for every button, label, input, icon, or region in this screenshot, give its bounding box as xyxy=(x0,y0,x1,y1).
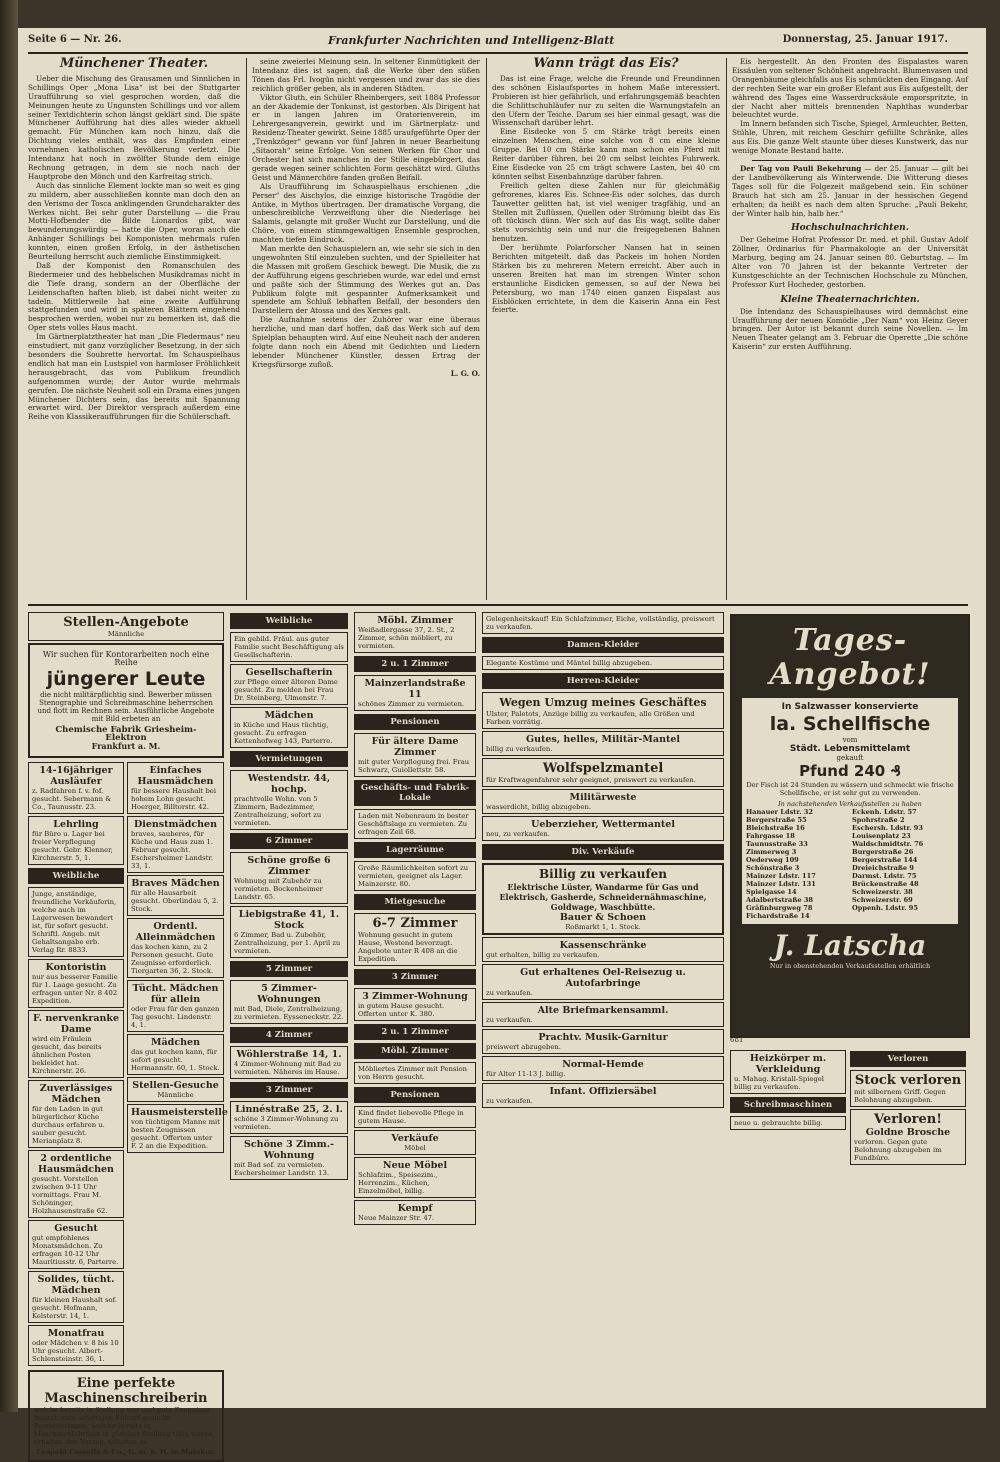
ad-text: preiswert abzugeben. xyxy=(486,1043,561,1051)
paragraph: Die Aufnahme seitens der Zuhörer war eine überaus herzliche, und man darf hoffen, daß das Werk sich auf dem Spielplan behaupten wird. Auf eine Neuheit nach der anderen folgte dann noch ein Abend mit Gedichten und Liedern lebender Münchener Künstler, dessen Ertrag der Kriegsfürsorge zufloß. xyxy=(252,315,480,369)
ad-title: Gesucht xyxy=(54,1223,98,1234)
classified-ad xyxy=(354,988,476,1021)
ad-headline: jüngerer Leute xyxy=(46,668,206,690)
ad-title: Ueberzieher, Wettermantel xyxy=(531,819,675,830)
ad-text: Schlafzim., Speisezim., Herrenzim., Küchen, Einzelmöbel, billig. xyxy=(358,1171,438,1195)
branch-address: Bergerstraße 55 xyxy=(746,816,807,824)
paragraph: Freilich gelten diese Zahlen nur für gleichmäßig gefrorenes, klares Eis. Schnee-Eis oder solches, das durch Tauwetter gelitten hat, ist viel weniger tragfähig, und an Stellen mit Zuflüssen, Quellen oder Strömung bleibt das Eis oft tückisch dünn. Wer sich auf das Eis wagt, sollte daher stets vorsichtig sein und nur die freigegebenen Bahnen benutzen. xyxy=(492,180,720,244)
paragraph: Viktor Gluth, ein Schüler Rheinbergers, seit 1884 Professor an der Akademie der Tonkunst, ist gestorben. Als Dirigent hat er in langen Jahren im Oratorienverein, im Lehrergesangverein, gewirkt und im Gärtnerplatz- und Residenz-Theater gewirkt. Seine 1885 uraufgeführte Oper der „Trenkzöger“ gewann vor fünf Jahren in neuer Bearbeitung „Sitaorah“ seine Erfolge. Von seinen Werken für Chor und Orchester hat sich manches in der Stille eingebürgert, das gerade wegen seiner schlichten Form geschätzt wird. Gluths Geist und Männerchöre fanden großen Beifall. xyxy=(252,92,480,182)
ad-title: 5 Zimmer-Wohnungen xyxy=(257,983,321,1005)
header-rule xyxy=(28,52,968,54)
ad-text: prachtvolle Wohn. von 5 Zimmern, Badezimmer, Zentralheizung, sofort zu vermieten. xyxy=(234,795,322,827)
ad-title: Kempf xyxy=(397,1203,433,1214)
classified-ad xyxy=(28,762,124,814)
section-banner: Verloren xyxy=(850,1051,966,1067)
ad-text: für bessere Haushalt bei hohem Lohn gesucht. Hoerger, Billtorstr. 42. xyxy=(131,787,216,811)
classified-ad xyxy=(127,1104,228,1153)
ad-title: Alte Briefmarkensamml. xyxy=(537,1005,669,1016)
ad-brand-note: Nur in obenstehenden Verkaufsstellen erhältlich xyxy=(769,962,931,970)
classified-ad xyxy=(482,692,724,729)
issue-date: Donnerstag, 25. Januar 1917. xyxy=(782,34,948,45)
classified-ad xyxy=(482,1029,724,1054)
ad-branches-title: In nachstehenden Verkaufsstellen zu haben xyxy=(778,800,922,808)
ad-text: Wohnung mit Zubehör zu vermieten. Bockenheimer Landstr. 65. xyxy=(234,877,323,901)
classified-ad xyxy=(354,809,476,839)
classified-ad xyxy=(28,1220,124,1269)
ad-text: neue u. gebrauchte billig. xyxy=(734,1119,823,1127)
classified-ad xyxy=(127,762,224,814)
section-title: Verkäufe xyxy=(391,1133,439,1144)
ad-brand: J. Latscha xyxy=(773,929,927,962)
ad-title: Solides, tücht. Mädchen xyxy=(37,1274,115,1296)
ad-title: Gutes, helles, Militär-Mantel xyxy=(525,734,681,745)
classified-ad xyxy=(482,937,724,962)
ad-text: wird ein Fräulein gesucht, das bereits ähnlichen Posten bekleidet hat. Kirchnerstr. 26. xyxy=(32,1035,102,1075)
classified-ad xyxy=(354,612,476,653)
news-title: Der Tag von Pauli Bekehrung xyxy=(740,163,862,173)
ad-text: zu verkaufen. xyxy=(486,1097,533,1105)
ad-text: für den Laden in gut bürgerlicher Küche durchaus erfahren u. sauber gesucht. Merianplatz 8. xyxy=(32,1105,105,1145)
paragraph: Man merkte den Schauspielern an, wie sehr sie sich in den ungewohnten Stil einzuleben suchten, und der Spielleiter hat die Massen mit großem Geschick bewegt. Die Musik, die zu der Aufführung eigens geschrieben wurde, war edel und ernst und paßte sich der Stimmung des Werkes gut an. Das Publikum folgte mit gespannter Aufmerksamkeit und spendete am Schluß lebhaften Beifall, der besonders den Darstellern der Atossa und des Xerxes galt. xyxy=(252,244,480,316)
ad-title: Infant. Offiziersäbel xyxy=(549,1086,657,1097)
ad-title: Ordentl. Alleinmädchen xyxy=(135,921,216,943)
section-banner: Vermietungen xyxy=(230,751,348,767)
ad-text: schönes Zimmer zu vermieten. xyxy=(358,700,465,708)
divider xyxy=(752,160,948,161)
ad-text: mit Bad sof. zu vermieten. Eschersheimer Landstr. 13. xyxy=(234,1161,329,1177)
ad-title: Verloren! xyxy=(874,1112,942,1127)
ad-headline: Eine perfekte Maschinenschreiberin xyxy=(44,1376,208,1406)
column-rule xyxy=(486,58,487,600)
news-text: Der Geheime Hofrat Professor Dr. med. et phil. Gustav Adolf Zöllner, Ordinarius für Pharmakologie an der Universität Marburg, beging am 24. Januar seinen 80. Geburtstag. — Im Alter von 70 Jahren ist der bekannte Vertreter der Kunstgeschichte an der Technischen Hochschule zu München, Professor Kurt Hocheder, gestorben. xyxy=(732,235,968,289)
ad-text: neu, zu verkaufen. xyxy=(486,830,550,838)
ad-text: 6 Zimmer, Bad u. Zubehör, Zentralheizung, per 1. April zu vermieten. xyxy=(234,931,341,955)
classified-ad xyxy=(482,789,724,814)
classified-ad xyxy=(28,887,124,957)
branch-address: Gräfinburgweg 78 xyxy=(746,904,813,912)
classified-ad xyxy=(230,632,348,662)
ad-title: Billig zu verkaufen xyxy=(539,867,667,881)
classified-ad xyxy=(354,861,476,891)
ad-text: in gutem Hause gesucht. Offerten unter K. 380. xyxy=(358,1002,445,1018)
ad-griesheim xyxy=(28,643,224,758)
paragraph: Daß der Komponist den Romanschulen des Biedermeier und des hebbelschen Musikdramas nicht in die Tiefe drang, sondern an der Oberfläche der Leidenschaften haften blieb, ist dabei nicht weiter zu tadeln. Mittlerweile hat eine zweite Aufführung stattgefunden und wird in späteren Blättern eingehend besprochen werden, wobei nur zu bemerken ist, daß die Oper stets volles Haus macht. xyxy=(28,260,240,333)
classified-ad xyxy=(354,1157,476,1198)
ad-text: welche bereits in Stellung war und gute Zeugnisse besitzt, zum sofortigen Eintritt gesucht. Bewerberinnen, welche bereits in Maschinenfabriken in gleicher Stellung tätig waren, erhalten den Vorzug. Offerten an xyxy=(34,1406,215,1446)
ad-number: 681 xyxy=(730,1036,744,1044)
section-title: Hochschulnachrichten. xyxy=(791,223,909,234)
classified-ad xyxy=(127,980,224,1032)
ads-top-rule xyxy=(28,604,968,606)
paragraph: Der berühmte Polarforscher Nansen hat in seinen Berichten mitgeteilt, daß das Packeis im hohen Norden Stärken bis zu mehreren Metern erreicht. Aber auch in unseren Breiten hat man im strengen Winter schon erstaunliche Eisdicken gemessen, so auf der Newa bei Petersburg, wo man 1740 einen ganzen Eispalast aus Eisblöcken errichtete, in dem die Kaiserin Anna ein Fest feierte. xyxy=(492,243,720,315)
article-munich-theater xyxy=(28,58,240,600)
article-title: Wann trägt das Eis? xyxy=(533,56,679,71)
ad-title: Normal-Hemde xyxy=(562,1059,644,1070)
ad-title: Mainzerlandstraße 11 xyxy=(364,678,466,700)
section-banner: Div. Verkäufe xyxy=(482,844,724,860)
article-misc-news xyxy=(732,58,968,600)
ad-text: schöne 3 Zimmer-Wohnung zu vermieten. xyxy=(234,1115,339,1131)
branch-address: Adalbertstraße 38 xyxy=(746,896,814,904)
classified-ad xyxy=(850,1109,966,1165)
ad-text: z. Radfahren f. v. fof. gesucht. Sebermann & Co., Taunusstr. 23. xyxy=(32,787,112,811)
classified-ad xyxy=(482,731,724,756)
section-banner: 2 u. 1 Zimmer xyxy=(354,1024,476,1040)
classified-ad xyxy=(230,1136,348,1180)
ad-text: von tüchtigem Manne mit besten Zeugnissen gesucht. Offerten unter F. 2 an die Expedition. xyxy=(131,1118,220,1150)
ad-title: Wolfspelzmantel xyxy=(542,761,664,776)
ad-text: Kind findet liebevolle Pflege in gutem Hause. xyxy=(358,1109,464,1125)
ad-text: Junge, anständige, freundliche Verkäuferin, welche auch im Lagerwesen bewandert ist, für sofort gesucht. Schriftl. Angeb. mit Gehaltsangabe erb. Verlag Rr. 8833. xyxy=(32,890,117,954)
ad-price: Pfund 240 ₰ xyxy=(799,762,901,780)
ad-body: die nicht militärpflichtig sind. Bewerber müssen Stenographie und Schreibmaschine beherrschen und flott im Rechnen sein. Ausführliche Angebote mit Bild erbeten an xyxy=(37,691,215,723)
ads-column-rooms xyxy=(354,610,476,1402)
section-banner: Pensionen xyxy=(354,1087,476,1103)
ad-title: Braves Mädchen xyxy=(131,878,220,889)
ad-text: für alle Hausarbeit gesucht. Oberlindau 5, 2. Stock. xyxy=(131,889,219,913)
ad-title: Lehrling xyxy=(53,819,99,830)
branch-address: Darmst. Ldstr. 75 xyxy=(852,872,917,880)
page-header xyxy=(28,32,948,52)
ad-title: Militärweste xyxy=(569,792,637,803)
paragraph: seine zweierlei Meinung sein. In seltener Einmütigkeit der Intendanz dies ist sagen, daß die Werke über den süßen Tönen das Frl. Ivogün nicht vergessen und zwar das sie dies reichlich größer geben, als in anderen Städten. xyxy=(252,57,480,93)
classified-ad xyxy=(354,1200,476,1225)
ad-cassella xyxy=(28,1370,224,1462)
classified-ad xyxy=(28,816,124,865)
classified-ad xyxy=(28,1150,124,1218)
branch-address: Mainzer Ldstr. 117 xyxy=(746,872,816,880)
ad-line: vom xyxy=(842,736,858,744)
ad-title: F. nervenkranke Dame xyxy=(32,1013,120,1035)
ad-text: zu verkaufen. xyxy=(486,989,533,997)
ad-company: Bauer & Schoen xyxy=(559,912,647,923)
ads-column-sales xyxy=(482,610,724,1402)
section-title: Kleine Theaternachrichten. xyxy=(780,294,920,305)
ad-title: Goldne Brosche xyxy=(865,1127,951,1138)
classified-ad xyxy=(230,664,348,705)
ad-title: Zuverlässiges Mädchen xyxy=(39,1083,113,1105)
branch-address: Bergerstraße 144 xyxy=(852,856,918,864)
section-banner: Möbl. Zimmer xyxy=(354,1043,476,1059)
ad-text: in Küche und Haus tüchtig, gesucht. Zu erfragen Kettenhofweg 143, Parterre. xyxy=(234,721,333,745)
ad-title: Tücht. Mädchen für allein xyxy=(132,983,219,1005)
ads-column-lost xyxy=(850,1048,966,1402)
ad-title: Gut erhaltenes Oel-Reisezug u. Autofarbringe xyxy=(520,967,686,989)
ad-title: Einfaches Hausmädchen xyxy=(137,765,214,787)
ad-company: Leopold Cassella & Co., G. m. b. H. in Mainkur. xyxy=(36,1448,216,1456)
ad-text: das kochen kann, zu 2 Personen gesucht. Gute Zeugnisse erforderlich. Tiergarten 36, 2. Stock. xyxy=(131,943,214,975)
ad-text: Wohnung gesucht in gutem Hause, Westend bevorzugt. Angebote unter R 408 an die Expedition. xyxy=(358,931,458,963)
article-continuation xyxy=(252,58,480,600)
ad-line: In Salzwasser konservierte xyxy=(781,702,919,712)
branch-address: Mainzer Ldstr. 131 xyxy=(746,880,816,888)
classified-ad xyxy=(230,852,348,904)
section-header xyxy=(354,1130,476,1155)
ad-title: Heizkörper m. Verkleidung xyxy=(749,1053,827,1075)
section-banner: Herren-Kleider xyxy=(482,673,724,689)
classified-ad xyxy=(230,906,348,958)
classified-ad xyxy=(28,1271,124,1323)
section-header xyxy=(28,612,224,641)
ad-text: Neue Mainzer Str. 47. xyxy=(358,1214,435,1222)
ad-title: Mädchen xyxy=(151,1037,200,1048)
branch-address xyxy=(852,912,954,920)
branch-address: Louisenplatz 23 xyxy=(852,832,911,840)
classified-ad xyxy=(482,1002,724,1027)
section-banner: Mietgesuche xyxy=(354,894,476,910)
classified-ad xyxy=(127,1034,224,1075)
ad-line: gekauft xyxy=(836,754,864,762)
ad-text: oder Frau für den ganzen Tag gesucht. Lindenstr. 4, 1. xyxy=(131,1005,220,1029)
ad-title: Gesellschafterin xyxy=(245,667,333,678)
column-rule xyxy=(726,58,727,600)
branch-address: Oppenh. Ldstr. 95 xyxy=(852,904,918,912)
classified-ad xyxy=(230,980,348,1024)
news-text: Die Intendanz des Schauspielhauses wird demnächst eine Uraufführung der neuen Komödie „Der Nam“ von Heinz Geyer bringen. Der Autor ist bekannt durch seine Novellen. — Im Neuen Theater gelangt am 3. Februar die Operette „Die schöne Kaiserin“ zur ersten Aufführung. xyxy=(732,306,968,352)
ad-title: Schöne 3 Zimm.-Wohnung xyxy=(244,1139,334,1161)
ad-text: Ein gebild. Fräul. aus guter Familie sucht Beschäftigung als Gesellschafterin. xyxy=(234,635,344,659)
branch-address: Taunusstraße 33 xyxy=(746,840,808,848)
ad-title: 3 Zimmer-Wohnung xyxy=(362,991,468,1002)
classified-ad xyxy=(730,1050,846,1094)
ad-title: Dienstmädchen xyxy=(133,819,218,830)
section-title: Stellen-Angebote xyxy=(63,615,189,630)
classified-ad xyxy=(28,1010,124,1078)
classified-ad xyxy=(482,612,724,634)
classified-ad xyxy=(230,707,348,748)
ad-text: für kleinen Haushalt sof. gesucht. Hofmann, Kelsterstr. 14, 1. xyxy=(32,1296,118,1320)
section-banner: 3 Zimmer xyxy=(354,969,476,985)
paragraph: Im Innern befanden sich Tische, Spiegel, Armleuchter, Betten, Stühle, Uhren, mit reichem Geschirr gefüllte Schränke, alles aus Eis. Die ganze Welt staunte über dieses Kunstwerk, das nur wenige Monate Bestand hatte. xyxy=(732,119,968,156)
ad-text: braves, sauberes, für Küche und Haus zum 1. Februar gesucht. Eschersheimer Landstr. 33, 1. xyxy=(131,830,214,870)
section-sub: Möbel xyxy=(404,1144,426,1152)
classified-ad xyxy=(482,758,724,787)
ad-inner-panel xyxy=(742,698,958,924)
ads-column-jobs xyxy=(28,610,228,1456)
paragraph: Das ist eine Frage, welche die Freunde und Freundinnen des schönen Eislaufsportes in hohem Maße interessiert. Probieren ist hier gefährlich, und erfahrungsgemäß beachten die Schlittschuhläufer nur zu selten die Warnungstafeln an den Ufern der Teiche. Darum sei hier einmal gesagt, was die Wissenschaft darüber lehrt. xyxy=(492,73,720,128)
ad-title: 2 ordentliche Hausmädchen xyxy=(38,1153,114,1175)
ad-title: Stock verloren xyxy=(854,1073,962,1088)
ads-column-household xyxy=(230,610,348,1402)
ad-title: Für ältere Dame Zimmer xyxy=(371,736,459,758)
paragraph: Eis hergestellt. An den Fronten des Eispalastes waren Eissäulen von seltener Schönheit angebracht. Blumenvasen und Orangenbäume gleichfalls aus Eis schmückten den Eingang. Auf der rechten Seite war ein großer Elefant aus Eis aufgestellt, der während des Tages eine Wasserdrucksäule emporspritzte, in der Nacht aber mittels brennenden Naphthas wunderbar beleuchtet wurde. xyxy=(732,57,968,120)
classified-ad xyxy=(482,964,724,1000)
classified-ad xyxy=(28,1080,124,1148)
section-title: Stellen-Gesuche xyxy=(132,1080,219,1091)
section-banner: 5 Zimmer xyxy=(230,961,348,977)
classified-ad xyxy=(482,656,724,670)
ad-headline: Tages-Angebot! xyxy=(769,623,931,692)
section-banner: Weibliche xyxy=(28,868,124,884)
branch-address: Bleichstraße 16 xyxy=(746,824,805,832)
ad-title: Prachtv. Musik-Garnitur xyxy=(538,1032,668,1043)
branch-address: Schweizerstr. 38 xyxy=(852,888,913,896)
classified-ad xyxy=(354,1062,476,1084)
ad-product: la. Schellfische xyxy=(769,713,931,735)
paper-name: Frankfurter Nachrichten und Intelligenz-Blatt xyxy=(328,34,615,47)
section-banner: Lagerräume xyxy=(354,842,476,858)
scan-spine xyxy=(0,0,18,1412)
classified-ad xyxy=(28,1325,124,1366)
classified-ad xyxy=(482,1083,724,1108)
ad-title: Monatfrau xyxy=(47,1328,105,1339)
ad-address: Roßmarkt 1, 1. Stock. xyxy=(565,923,641,931)
ad-text: für Büro u. Lager bei freier Verpflegung gesucht. Gebr. Klenner, Kirchnerstr. 5, 1. xyxy=(32,830,113,862)
classified-ad xyxy=(354,1106,476,1128)
section-sub: Männliche xyxy=(107,630,145,638)
classified-ad xyxy=(354,675,476,711)
branch-address: Spohrstraße 2 xyxy=(852,816,905,824)
ad-title: Liebigstraße 41, 1. Stock xyxy=(238,909,340,931)
classified-ad xyxy=(127,918,224,978)
page-label: Seite 6 — Nr. 26. xyxy=(28,34,122,45)
ad-text: 4 Zimmer-Wohnung mit Bad zu vermieten. Näheres im Hause. xyxy=(234,1060,342,1076)
ad-text: billig zu verkaufen. xyxy=(486,745,553,753)
column-rule xyxy=(246,58,247,600)
ad-title: Wöhlerstraße 14, 1. xyxy=(236,1049,342,1060)
section-banner: 2 u. 1 Zimmer xyxy=(354,656,476,672)
paragraph: Eine Eisdecke von 5 cm Stärke trägt bereits einen einzelnen Menschen, eine solche von 8 cm eine kleine Gruppe. Bei 10 cm Stärke kann man schon ein Pferd mit Reiter darüber führen, bei 20 cm selbst leichtes Fuhrwerk. Eine Eisdecke von 25 cm trägt schwere Lasten, bei 40 cm könnten selbst Eisenbahnzüge darüber fahren. xyxy=(492,127,720,181)
ad-text: wasserdicht, billig abzugeben. xyxy=(486,803,592,811)
paragraph: Auch das sinnliche Element lockte man so weit es ging zu mildern, aber ausschließen konnte man doch den an den Verismo der Tosca anklingenden Grundcharakter des Werkes nicht. Bei sehr guter Darstellung — die Frau Motti-Hofbender die Bilde Lionardos gibt, war bewunderungswürdig — hatte die Oper, woran auch die Anhänger Schillings bei Komponisten mehrmals rufen konnten, einen großen Erfolg, in der ästhetischen Beurteilung herrscht auch ziemliche Einstimmigkeit. xyxy=(28,180,240,262)
branch-address: Waldschmidtstr. 76 xyxy=(852,840,924,848)
classified-ad xyxy=(850,1070,966,1107)
ad-city: Frankfurt a. M. xyxy=(91,741,161,751)
ad-text: Gelegenheitskauf! Ein Schlafzimmer, Eiche, vollständig, preiswert zu verkaufen. xyxy=(486,615,715,631)
ad-title: Neue Möbel xyxy=(382,1160,448,1171)
ad-title: Möbl. Zimmer xyxy=(377,615,453,626)
branch-address: Burgerstraße 26 xyxy=(852,848,914,856)
ad-text: für Kraftwagenfahrer sehr geeignet, preiswert zu verkaufen. xyxy=(486,776,696,784)
ad-text: Möbliertes Zimmer mit Pension von Herrn gesucht. xyxy=(358,1065,467,1081)
section-banner: 3 Zimmer xyxy=(230,1082,348,1098)
ads-column-misc xyxy=(730,1048,846,1402)
classified-ad xyxy=(354,733,476,777)
ad-title: 14-16jähriger Ausläufer xyxy=(39,765,113,787)
classified-ad xyxy=(230,770,348,830)
ad-text: gut empfohlenes Monatsmädchen. Zu erfragen 10-12 Uhr Mauritiusstr. 6, Parterre. xyxy=(32,1234,119,1266)
section-banner: 6 Zimmer xyxy=(230,833,348,849)
branch-address: Eschersh. Ldstr. 93 xyxy=(852,824,923,832)
section-banner: Pensionen xyxy=(354,714,476,730)
ad-title: Kassenschränke xyxy=(559,940,647,951)
classified-ad xyxy=(482,816,724,841)
branch-address: Fichardstraße 14 xyxy=(746,912,810,920)
ad-text: Ulster, Paletots, Anzüge billig zu verkaufen, alle Größen und Farben vorrätig. xyxy=(486,710,695,726)
ad-text: u. Mahag. Kristall-Spiegel billig zu verkaufen. xyxy=(734,1075,824,1091)
ad-text: Laden mit Nebenraum in bester Geschäftslage zu vermieten. Zu erfragen Zeil 68. xyxy=(358,812,469,836)
branch-address: Schönstraße 3 xyxy=(746,864,800,872)
classified-ad xyxy=(127,875,224,916)
ad-title: Schöne große 6 Zimmer xyxy=(247,855,331,877)
ad-text: oder Mädchen v. 8 bis 10 Uhr gesucht. Albert-Schlensteinstr. 36, 1. xyxy=(32,1339,119,1363)
ad-text: gesucht. Vorstellen zwischen 9-11 Uhr vormittags. Frau M. Schöninger, Holzhausenstraße 62. xyxy=(32,1175,108,1215)
section-banner: Damen-Kleider xyxy=(482,637,724,653)
ad-text: Weißadlergasse 37, 2. St., 2 Zimmer, schön möbliert, zu vermieten. xyxy=(358,626,455,650)
ad-text: für Alter 11-13 J. billig. xyxy=(486,1070,566,1078)
ad-text: nur aus besserer Familie für 1. Laage gesucht. Zu erfragen unter Nr. 8 402 Expedition. xyxy=(32,973,118,1005)
ad-text: das gut kochen kann, für sofort gesucht. Hermannstr. 60, 1. Stock. xyxy=(131,1048,220,1072)
article-ice xyxy=(492,58,720,600)
branch-address: Zimmerweg 3 xyxy=(746,848,797,856)
branch-address: Fahrgasse 18 xyxy=(746,832,795,840)
ad-title: Kontoristin xyxy=(45,962,107,973)
section-banner: Schreibmaschinen xyxy=(730,1097,846,1113)
classified-ad xyxy=(482,1056,724,1081)
ad-title: 6-7 Zimmer xyxy=(372,916,458,931)
branch-address: Dreieichstraße 9 xyxy=(852,864,914,872)
ad-title: Hausmeisterstelle xyxy=(131,1107,228,1118)
section-banner: Weibliche xyxy=(230,613,348,629)
classified-ad xyxy=(354,913,476,966)
ad-title: Westendstr. 44, hochp. xyxy=(247,773,331,795)
section-sub: Männliche xyxy=(157,1091,194,1099)
ad-text: mit silbernem Griff. Gegen Belohnung abzugeben. xyxy=(854,1088,946,1104)
branch-address: Oederweg 109 xyxy=(746,856,799,864)
scan-top-border xyxy=(18,0,1000,28)
ad-line: Städt. Lebensmittelamt xyxy=(789,744,911,754)
branch-address: Brückenstraße 48 xyxy=(852,880,919,888)
branch-address: Schweizerstr. 69 xyxy=(852,896,913,904)
article-title: Münchener Theater. xyxy=(59,56,209,71)
paragraph: Im Gärtnerplatztheater hat man „Die Fledermaus“ neu einstudiert, mit ganz vorzüglicher Besetzung, in der sich besonders die Soubrette hervortat. Im Schauspielhaus endlich hat man ein Lustspiel von harmloser Fröhlichkeit herausgebracht, das vom Publikum freundlich aufgenommen wurde; der Autor wurde mehrmals gerufen. Die nächste Neuheit soll ein Drama eines jungen Münchener Dichters sein, das bereits mit Spannung erwartet wird. Der Direktor versprach außerdem eine Reihe von Klassikeraufführungen für die Schülerschaft. xyxy=(28,332,240,422)
ad-text: zu verkaufen. xyxy=(486,1016,533,1024)
section-banner: Geschäfts- und Fabrik-Lokale xyxy=(354,780,476,806)
section-header xyxy=(127,1077,224,1102)
ad-text: gut erhalten, billig zu verkaufen. xyxy=(486,951,600,959)
ad-text: mit Bad, Diele, Zentralheizung, zu vermieten. Eysseneckstr. 22. xyxy=(234,1005,344,1021)
ad-intro: Wir suchen für Kontorarbeiten noch eine Reihe xyxy=(42,650,210,667)
ad-text: mit guter Verpflegung frei. Frau Schwarz, Guiollettstr. 58. xyxy=(358,758,470,774)
branch-address: Spielgasse 14 xyxy=(746,888,797,896)
newspaper-page xyxy=(18,28,986,1456)
ad-text: verloren. Gegen gute Belohnung abzugeben im Fundbüro. xyxy=(854,1138,942,1162)
classified-ad xyxy=(230,1046,348,1079)
ad-title: Wegen Umzug meines Geschäftes xyxy=(499,696,707,709)
paragraph: Als Uraufführung im Schauspielhaus erschienen „die Perser“ des Aischylos, die einzige historische Tragödie der Antike, in Mythos übertragen. Der dramatische Vorgang, die unbeschreibliche Verzweiflung über die Niederlage bei Salamis, gelangte mit großer Wucht zur Darstellung, und die Chöre, von einem stimmgewaltigen Ensemble gesprochen, machten tiefen Eindruck. xyxy=(252,181,480,245)
branch-address: Hanauer Ldstr. 32 xyxy=(746,808,813,816)
ad-branches-list xyxy=(746,808,954,920)
branch-address: Eckenh. Ldstr. 57 xyxy=(852,808,917,816)
classified-ad xyxy=(127,816,224,873)
ad-text: zur Pflege einer älteren Dame gesucht. Zu melden bei Frau Dr. Steinberg, Ulmenstr. 7. xyxy=(234,678,338,702)
ad-latscha xyxy=(730,614,970,1038)
author-signature: L. G. O. xyxy=(450,368,480,378)
news-text: — der 25. Januar — gilt bei der Landbevölkerung als Winterwende. Die Witterung dieses Tages soll für die Folgezeit maßgebend sein. Ein schöner Brauch hat sich am 25. Januar in der hessischen Gegend erhalten; da heißt es nach dem alten Spruche: „Pauli Bekehr, der Winter halb hin, halb her.“ xyxy=(732,163,968,218)
ad-company: Chemische Fabrik Griesheim-Elektron xyxy=(55,725,197,743)
ad-text: Große Räumlichkeiten sofort zu vermieten, geeignet als Lager. Mainzerstr. 80. xyxy=(358,864,469,888)
classified-ad xyxy=(730,1116,846,1130)
classified-ad xyxy=(28,959,124,1008)
ad-title: Linnéstraße 25, 2. l. xyxy=(235,1104,343,1115)
ad-text: Elegante Kostüme und Mäntel billig abzugeben. xyxy=(486,659,653,667)
ad-bauer-schoen xyxy=(482,863,724,935)
ad-note: Der Fisch ist 24 Stunden zu wässern und schmeckt wie frische Schellfische, er ist sehr gut zu verwenden. xyxy=(746,781,954,797)
section-banner: 4 Zimmer xyxy=(230,1027,348,1043)
classified-ad xyxy=(230,1101,348,1134)
paragraph: Ueber die Mischung des Grausamen und Sinnlichen in Schillings Oper „Mona Lisa“ ist bei der Stuttgarter Uraufführung so viel gesprochen worden, daß die Meinungen heute zu Ungunsten Schillings und vor allem seiner Textdichterin schon längst geklärt sind. Die späte Münchener Aufführung hat dies alles wieder aktuell gemacht. Für München kam noch hinzu, daß die Dichtung vieles enthält, was das Empfinden einer vornehmen katholischen Bevölkerung verletzt. Die Intendanz hat noch in zwölfter Stunde dem einige Rechnung getragen, in dem sie noch nach der Hauptprobe den Mönch und den Karfreitag strich. xyxy=(28,73,240,181)
ad-title: Mädchen xyxy=(264,710,314,721)
ad-text: Elektrische Lüster, Wandarme für Gas und Elektrisch, Gasherde, Schneidernähmaschine, Goldwage, Waschbütte. xyxy=(499,882,707,912)
